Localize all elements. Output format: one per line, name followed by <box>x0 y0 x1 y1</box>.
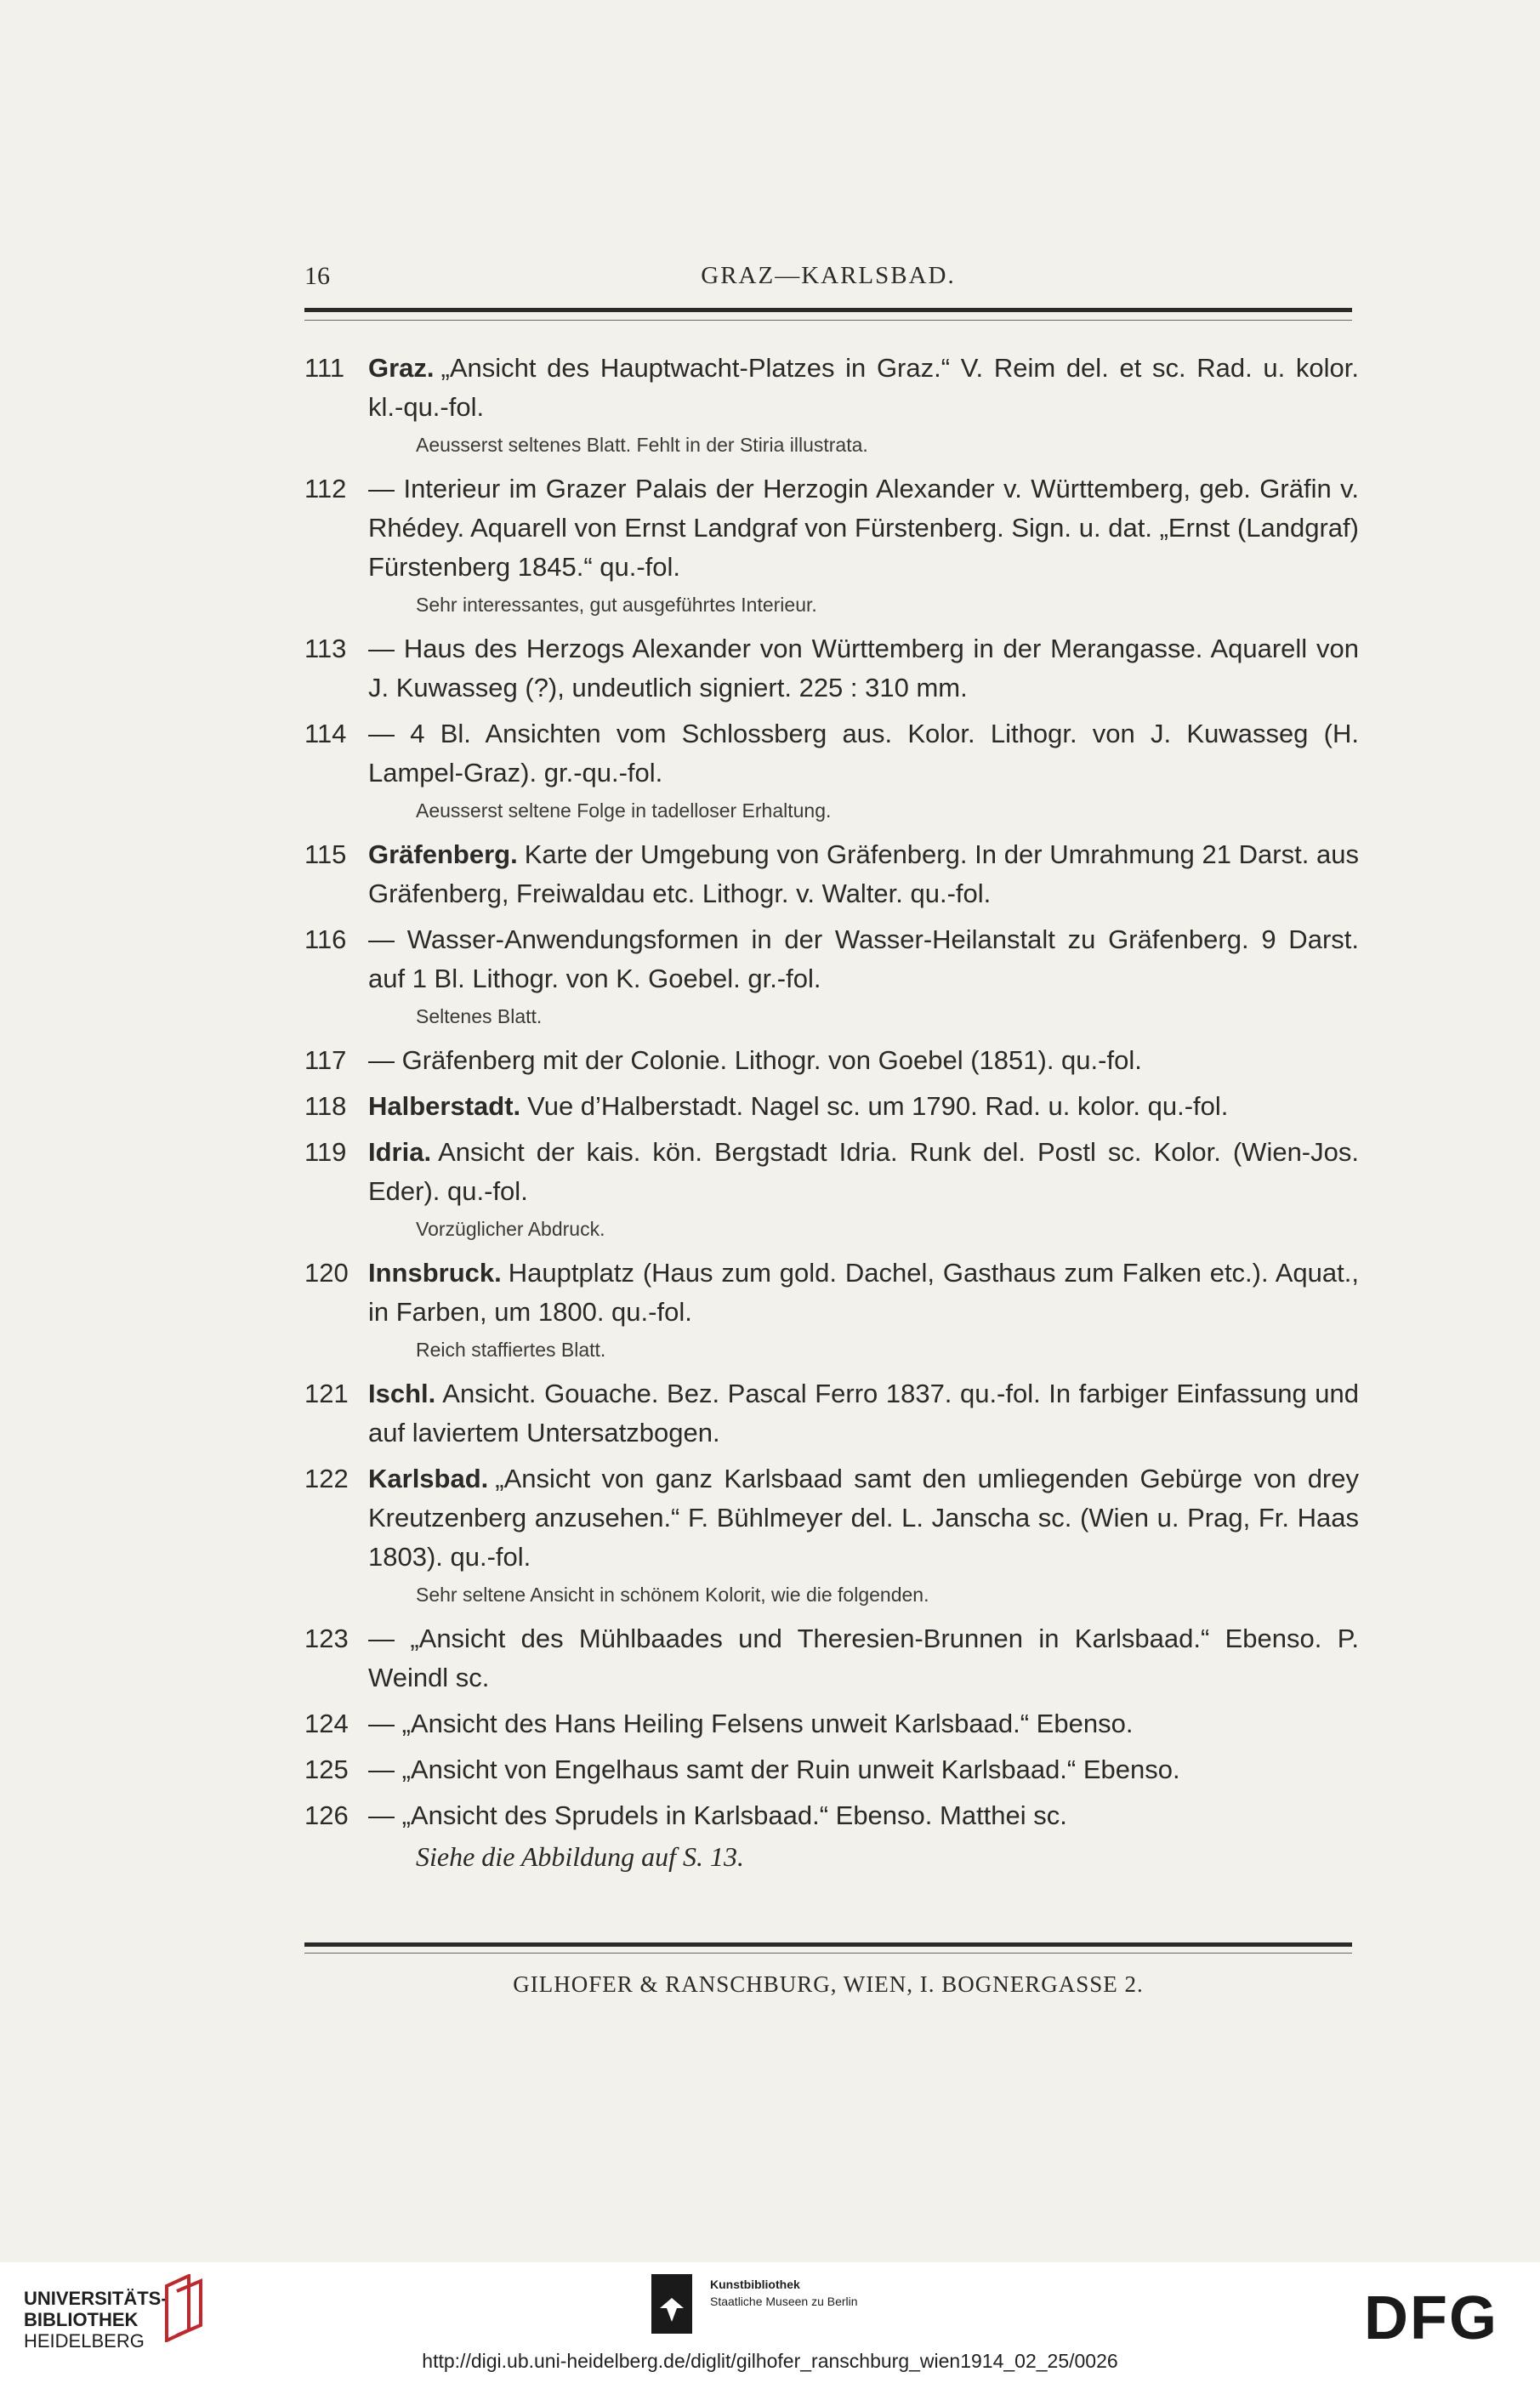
publisher-footer: GILHOFER & RANSCHBURG, WIEN, I. BOGNERGASSE 2. <box>513 1971 1144 1997</box>
entry-note: Aeusserst seltene Folge in tadelloser Erhaltung. <box>416 799 832 822</box>
entry-number: 126 <box>304 1800 349 1830</box>
entry-text <box>368 1704 1359 1743</box>
entry-text <box>368 1374 1359 1453</box>
entry-text <box>368 1087 1359 1126</box>
museum-eagle-icon <box>651 2274 692 2334</box>
entry-description: Karte der Umgebung von Gräfenberg. In der Umrahmung 21 Darst. aus Gräfenberg, Freiwaldau etc. Lithogr. v. Walter. qu.-fol. <box>368 839 1359 908</box>
entry-description: — 4 Bl. Ansichten vom Schlossberg aus. Kolor. Lithogr. von J. Kuwasseg (H. Lampel-Graz). gr.-qu.-fol. <box>368 719 1359 788</box>
catalog-entry <box>304 714 1359 828</box>
entry-description: — „Ansicht des Mühlbaades und Theresien-Brunnen in Karlsbaad.“ Ebenso. P. Weindl sc. <box>368 1624 1359 1692</box>
entry-description: — „Ansicht von Engelhaus samt der Ruin unweit Karlsbaad.“ Ebenso. <box>368 1755 1180 1784</box>
permalink-url[interactable]: http://digi.ub.uni-heidelberg.de/diglit/gilhofer_ranschburg_wien1914_02_25/0026 <box>422 2350 1118 2372</box>
entry-text <box>368 714 1359 793</box>
entry-number: 119 <box>304 1137 347 1167</box>
catalog-entry <box>304 469 1359 623</box>
entry-note: Aeusserst seltenes Blatt. Fehlt in der Stiria illustrata. <box>416 434 868 456</box>
logo-line: Kunstbibliothek <box>710 2278 800 2291</box>
entry-number: 123 <box>304 1624 349 1653</box>
entry-text <box>368 835 1359 913</box>
entry-text <box>368 349 1359 427</box>
catalog-entry <box>304 1704 1359 1743</box>
entry-place: Graz. <box>368 353 435 383</box>
page-number: 16 <box>304 262 330 290</box>
catalog-entry <box>304 835 1359 913</box>
catalog-entry <box>304 920 1359 1034</box>
entry-number: 115 <box>304 839 347 869</box>
entry-text <box>368 629 1359 708</box>
catalog-entry <box>304 349 1359 463</box>
entry-place: Idria. <box>368 1137 432 1167</box>
logo-line: HEIDELBERG <box>24 2330 145 2352</box>
entry-description: „Ansicht des Hauptwacht-Platzes in Graz.“ V. Reim del. et sc. Rad. u. kolor. kl.-qu.-fol. <box>368 353 1359 422</box>
header-rule-thin <box>304 320 1352 321</box>
entry-text <box>368 469 1359 587</box>
entry-description: — Haus des Herzogs Alexander von Württemberg in der Merangasse. Aquarell von J. Kuwasseg (?), undeutlich signiert. 225 : 310 mm. <box>368 634 1359 702</box>
entry-description: — „Ansicht des Sprudels in Karlsbaad.“ Ebenso. Matthei sc. <box>368 1800 1067 1830</box>
entry-number: 114 <box>304 719 347 748</box>
entry-place: Halberstadt. <box>368 1091 521 1121</box>
entry-description: — Gräfenberg mit der Colonie. Lithogr. von Goebel (1851). qu.-fol. <box>368 1045 1142 1075</box>
entry-number: 116 <box>304 924 347 954</box>
entry-text <box>368 1041 1359 1080</box>
catalog-entry <box>304 1087 1359 1126</box>
page-header <box>304 262 1352 296</box>
footer-rule-thick <box>304 1942 1352 1947</box>
catalog-entry <box>304 1041 1359 1080</box>
entry-text <box>368 1133 1359 1211</box>
catalog-entry <box>304 1459 1359 1612</box>
entry-description: Vue d’Halberstadt. Nagel sc. um 1790. Rad. u. kolor. qu.-fol. <box>527 1091 1229 1121</box>
entry-number: 118 <box>304 1091 347 1121</box>
entry-text <box>368 920 1359 998</box>
entry-text <box>368 1619 1359 1698</box>
entry-text <box>368 1750 1359 1789</box>
entry-number: 120 <box>304 1258 349 1288</box>
entry-description: — Wasser-Anwendungsformen in der Wasser-Heilanstalt zu Gräfenberg. 9 Darst. auf 1 Bl. Lithogr. von K. Goebel. gr.-fol. <box>368 924 1359 993</box>
entry-number: 121 <box>304 1379 349 1408</box>
entry-number: 125 <box>304 1755 349 1784</box>
kunstbibliothek-label[interactable] <box>710 2276 858 2310</box>
entry-number: 124 <box>304 1709 349 1738</box>
library-mark-icon <box>163 2274 204 2342</box>
entry-note: Seltenes Blatt. <box>416 1005 543 1027</box>
entry-place: Karlsbad. <box>368 1464 489 1493</box>
entry-text <box>368 1459 1359 1577</box>
dfg-logo[interactable]: DFG <box>1364 2284 1498 2352</box>
entry-number: 122 <box>304 1464 349 1493</box>
entry-description: Hauptplatz (Haus zum gold. Dachel, Gasthaus zum Falken etc.). Aquat., in Farben, um 1800. qu.-fol. <box>368 1258 1359 1327</box>
running-title: GRAZ—KARLSBAD. <box>701 262 956 289</box>
entry-number: 113 <box>304 634 347 663</box>
entry-note: Reich staffiertes Blatt. <box>416 1339 606 1361</box>
footer-rule-thin <box>304 1953 1352 1954</box>
entry-number: 117 <box>304 1045 347 1075</box>
university-library-logo[interactable] <box>24 2288 168 2352</box>
logo-line: UNIVERSITÄTS- <box>24 2288 168 2309</box>
entry-description: Ansicht. Gouache. Bez. Pascal Ferro 1837. qu.-fol. In farbiger Einfassung und auf laviertem Untersatzbogen. <box>368 1379 1359 1447</box>
catalog-entry <box>304 629 1359 708</box>
entry-place: Innsbruck. <box>368 1258 502 1288</box>
catalog-entry <box>304 1374 1359 1453</box>
catalog-entry <box>304 1619 1359 1698</box>
entry-number: 111 <box>304 353 345 383</box>
catalog-entry <box>304 1133 1359 1247</box>
logo-line: Staatliche Museen zu Berlin <box>710 2295 858 2308</box>
entry-number: 112 <box>304 474 347 503</box>
entry-description: „Ansicht von ganz Karlsbaad samt den umliegenden Gebürge von drey Kreutzenberg anzusehen.“ F. Bühlmeyer del. L. Janscha sc. (Wien u. Prag, Fr. Haas 1803). qu.-fol. <box>368 1464 1359 1572</box>
entry-description: — Interieur im Grazer Palais der Herzogin Alexander v. Württemberg, geb. Gräfin v. Rhédey. Aquarell von Ernst Landgraf von Fürstenberg. Sign. u. dat. „Ernst (Landgraf) Fürstenberg 1845.“ qu.-fol. <box>368 474 1359 582</box>
entry-description: Ansicht der kais. kön. Bergstadt Idria. Runk del. Postl sc. Kolor. (Wien-Jos. Eder). qu.-fol. <box>368 1137 1359 1206</box>
entry-place: Gräfenberg. <box>368 839 518 869</box>
entry-text <box>368 1254 1359 1332</box>
catalog-entry <box>304 1796 1359 1878</box>
header-rule-thick <box>304 308 1352 312</box>
entry-note: Vorzüglicher Abdruck. <box>416 1218 605 1240</box>
entry-note: Sehr interessantes, gut ausgeführtes Interieur. <box>416 594 817 616</box>
entry-text <box>368 1796 1359 1835</box>
entry-description: — „Ansicht des Hans Heiling Felsens unweit Karlsbaad.“ Ebenso. <box>368 1709 1134 1738</box>
catalog-entry <box>304 1254 1359 1368</box>
catalog-entries <box>304 349 1359 1885</box>
illustration-reference: Siehe die Abbildung auf S. 13. <box>416 1841 745 1872</box>
catalog-entry <box>304 1750 1359 1789</box>
entry-note: Sehr seltene Ansicht in schönem Kolorit, wie die folgenden. <box>416 1584 929 1606</box>
logo-line: BIBLIOTHEK <box>24 2309 139 2330</box>
entry-place: Ischl. <box>368 1379 436 1408</box>
